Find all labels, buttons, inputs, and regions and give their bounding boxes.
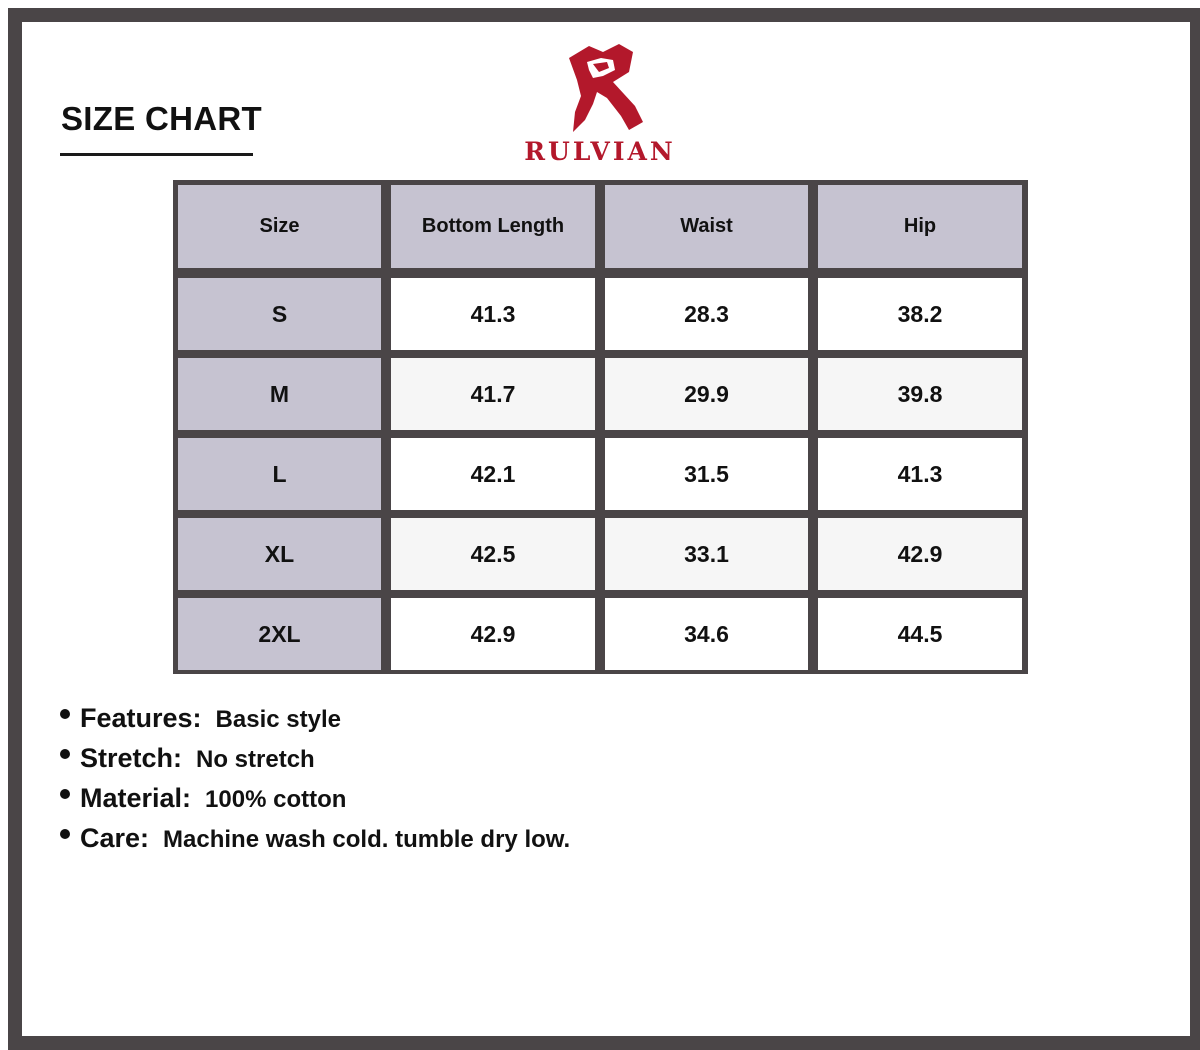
table-cell: 41.3 [391, 278, 595, 350]
brand-logo-mark [563, 42, 645, 134]
brand-logo [515, 40, 685, 170]
feature-label: Stretch: [80, 743, 183, 773]
bullet-icon [60, 829, 70, 839]
column-header: Hip [818, 185, 1022, 268]
feature-label: Material: [80, 783, 192, 813]
table-cell: 33.1 [605, 518, 808, 590]
column-header: Bottom Length [391, 185, 595, 268]
table-cell: 44.5 [818, 598, 1022, 670]
table-cell: 41.7 [391, 358, 595, 430]
feature-value: No stretch [196, 746, 315, 773]
bullet-icon [60, 709, 70, 719]
bullet-icon [60, 789, 70, 799]
table-cell: 29.9 [605, 358, 808, 430]
table-cell: 42.9 [818, 518, 1022, 590]
feature-list [60, 703, 570, 863]
table-cell: 42.1 [391, 438, 595, 510]
size-label-cell: 2XL [178, 598, 381, 670]
column-header: Size [178, 185, 381, 268]
title-underline [60, 153, 253, 156]
feature-label: Care: [80, 823, 150, 853]
feature-item-care [60, 823, 570, 863]
size-label-cell: S [178, 278, 381, 350]
table-cell: 42.5 [391, 518, 595, 590]
column-header: Waist [605, 185, 808, 268]
size-label-cell: M [178, 358, 381, 430]
feature-value: Machine wash cold. tumble dry low. [163, 826, 571, 853]
size-label-cell: L [178, 438, 381, 510]
page-title: SIZE CHART [61, 100, 262, 137]
table-cell: 38.2 [818, 278, 1022, 350]
table-cell: 31.5 [605, 438, 808, 510]
feature-item-features [60, 703, 570, 743]
feature-value: Basic style [215, 706, 341, 733]
size-label-cell: XL [178, 518, 381, 590]
table-cell: 39.8 [818, 358, 1022, 430]
table-cell: 28.3 [605, 278, 808, 350]
brand-name: RULVIAN [524, 137, 676, 166]
table-cell: 34.6 [605, 598, 808, 670]
size-table [173, 180, 1028, 674]
feature-label: Features: [80, 703, 202, 733]
feature-item-material [60, 783, 570, 823]
feature-value: 100% cotton [205, 786, 347, 813]
feature-item-stretch [60, 743, 570, 783]
bullet-icon [60, 749, 70, 759]
table-cell: 42.9 [391, 598, 595, 670]
table-cell: 41.3 [818, 438, 1022, 510]
